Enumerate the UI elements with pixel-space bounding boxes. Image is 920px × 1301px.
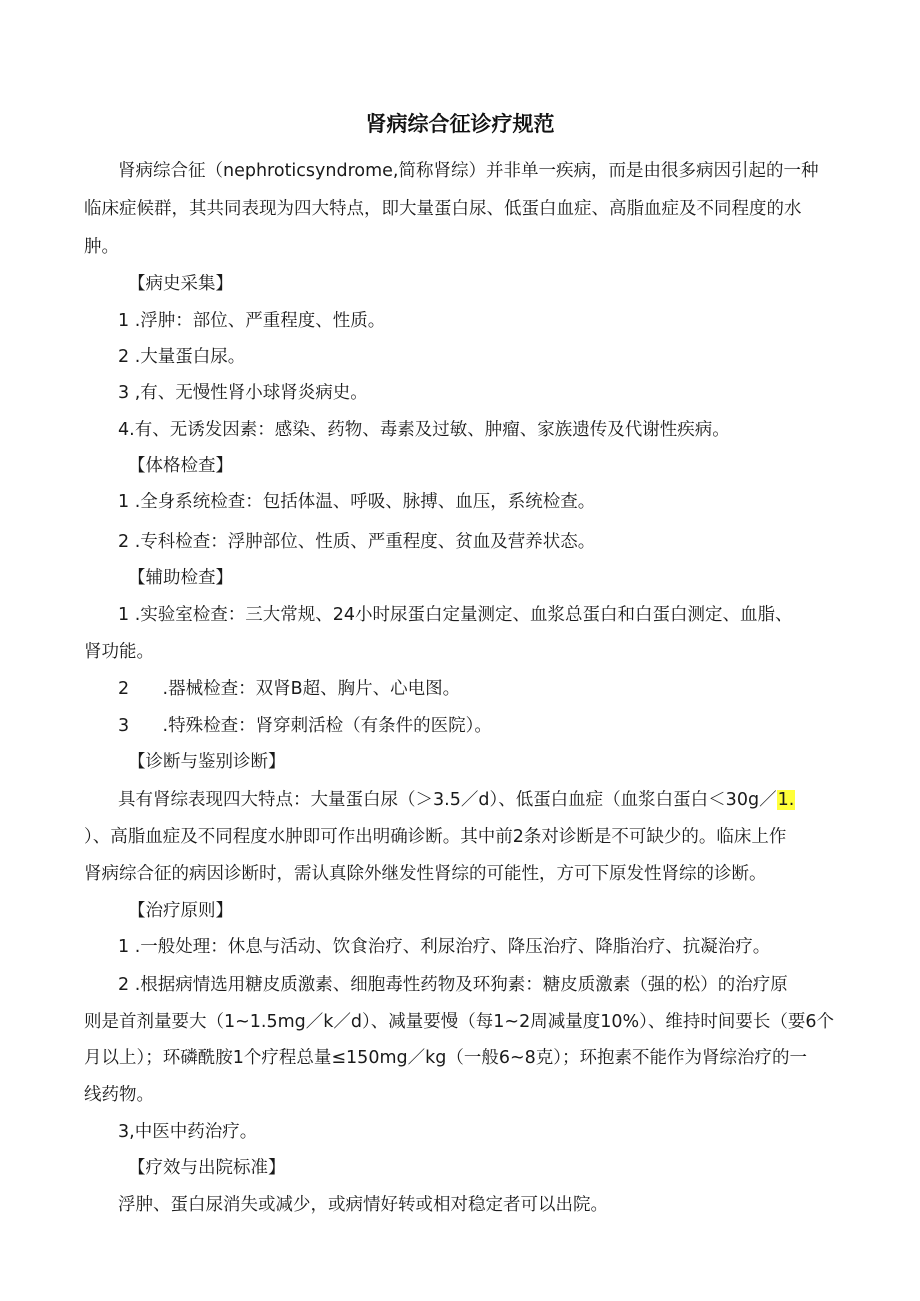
auxiliary-item-1: 1 .实验室检查：三大常规、24小时尿蛋白定量测定、血浆总蛋白和白蛋白测定、血脂、	[118, 605, 793, 625]
document-title: 肾病综合征诊疗规范	[365, 112, 555, 136]
intro-line-2: 临床症候群，其共同表现为四大特点，即大量蛋白尿、低蛋白血症、高脂血症及不同程度的水	[84, 199, 802, 219]
section-heading-treatment: 【治疗原则】	[128, 901, 233, 921]
intro-line-3: 肿。	[84, 237, 119, 257]
physical-item-1: 1 .全身系统检查：包括体温、呼吸、脉搏、血压，系统检查。	[118, 492, 596, 512]
diagnosis-line-1-text: 具有肾综表现四大特点：大量蛋白尿（＞3.5／d）、低蛋白血症（血浆白蛋白＜30g／	[118, 790, 777, 810]
auxiliary-item-2: 2 .器械检查：双肾B超、胸片、心电图。	[118, 679, 461, 699]
treatment-item-2-cont-3: 线药物。	[84, 1085, 154, 1105]
section-heading-auxiliary: 【辅助检查】	[128, 568, 233, 588]
section-heading-discharge: 【疗效与出院标准】	[128, 1158, 286, 1178]
history-item-1: 1 .浮肿：部位、严重程度、性质。	[118, 311, 386, 331]
discharge-text: 浮肿、蛋白尿消失或减少，或病情好转或相对稳定者可以出院。	[118, 1195, 608, 1215]
treatment-item-2: 2 .根据病情选用糖皮质激素、细胞毒性药物及环狗素：糖皮质激素（强的松）的治疗原	[118, 975, 788, 995]
highlighted-text: 1.	[777, 790, 795, 810]
auxiliary-item-1-cont: 肾功能。	[84, 642, 154, 662]
treatment-item-2-cont-2: 月以上）；环磷酰胺1个疗程总量≤150mg／kg（一般6~8克）；环抱素不能作为肾综治疗的一	[84, 1048, 808, 1068]
treatment-item-2-cont-1: 则是首剂量要大（1~1.5mg／k／d）、减量要慢（每1~2周减量度10%）、维持时间要长（要6个	[84, 1012, 834, 1032]
auxiliary-item-3: 3 .特殊检查：肾穿刺活检（有条件的医院）。	[118, 716, 492, 736]
history-item-3: 3 ,有、无慢性肾小球肾炎病史。	[118, 383, 368, 403]
history-item-4: 4.有、无诱发因素：感染、药物、毒素及过敏、肿瘤、家族遗传及代谢性疾病。	[118, 420, 730, 440]
intro-line-1: 肾病综合征（nephroticsyndrome,简称肾综）并非单一疾病，而是由很多病因引起的一种	[118, 161, 819, 181]
treatment-item-1: 1 .一般处理：休息与活动、饮食治疗、利尿治疗、降压治疗、降脂治疗、抗凝治疗。	[118, 937, 771, 957]
section-heading-diagnosis: 【诊断与鉴别诊断】	[128, 752, 286, 772]
physical-item-2: 2 .专科检查：浮肿部位、性质、严重程度、贫血及营养状态。	[118, 532, 596, 552]
diagnosis-line-2: ）、高脂血症及不同程度水肿即可作出明确诊断。其中前2条对诊断是不可缺少的。临床上作	[84, 827, 787, 847]
section-heading-physical: 【体格检查】	[128, 456, 233, 476]
diagnosis-line-1	[118, 788, 795, 812]
treatment-item-3: 3,中医中药治疗。	[118, 1122, 258, 1142]
section-heading-history: 【病史采集】	[128, 274, 233, 294]
history-item-2: 2 .大量蛋白尿。	[118, 347, 246, 367]
diagnosis-line-3: 肾病综合征的病因诊断时，需认真除外继发性肾综的可能性，方可下原发性肾综的诊断。	[84, 864, 767, 884]
